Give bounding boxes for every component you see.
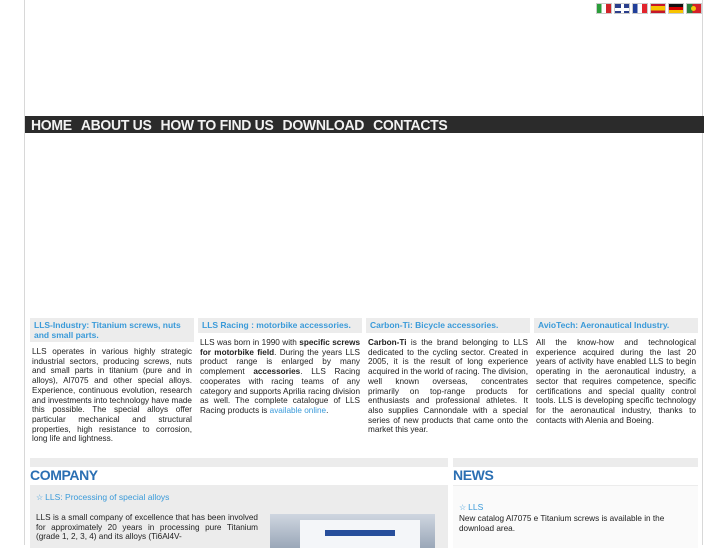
column-text: LLS operates in various highly strategic industrial sectors, producing screws, nuts and small parts in titanium (pure and in alloys), Al7075 and other special alloys. Experience, continuous evolution, research and investments into technology have made this possible. The special alloys offer particular mechanical and structural properties, high resistance to corrosion, long life and lightness. [32,347,192,444]
star-icon: ☆ [459,503,467,512]
nav-download[interactable]: DOWNLOAD [282,116,365,133]
column-title[interactable]: AvioTech: Aeronautical Industry. [534,318,698,333]
page-frame [24,0,703,545]
news-title: NEWS [453,467,698,485]
column-text [198,333,362,416]
nav-contacts[interactable]: CONTACTS [373,116,448,133]
text-fragment: . [326,405,329,415]
column-racing [198,318,362,444]
catalogue-link[interactable]: available online [269,405,327,415]
star-icon: ☆ [36,493,44,502]
news-section [453,458,698,548]
nav-home[interactable]: HOME [31,116,72,133]
news-link[interactable] [459,502,483,512]
column-carbon-ti [366,318,530,444]
language-selector [596,3,702,14]
news-text: New catalog Al7075 e Titanium screws is available in the download area. [459,514,665,533]
company-subtitle-text: LLS: Processing of special alloys [45,492,170,502]
flag-germany-icon[interactable] [668,3,684,14]
text-fragment: . LLS Racing cooperates with racing teams of any category and supports Aprilia racing division as well. The complete catalogue of LLS Racing products is [200,367,360,415]
company-title: COMPANY [30,467,448,485]
flag-portugal-icon[interactable] [686,3,702,14]
column-industry [30,318,194,444]
column-aviotech [534,318,698,444]
company-section [30,458,448,548]
text-bold: specific screws for motorbike field [200,338,360,357]
column-text: All the know-how and technological experience acquired during the last 20 years of activity have enabled LLS to begin operating in the aeronautical industry, a sector that requires competence, specific certifications and special quality control tools. LLS is developing specific technology for the aeronautical industry, thanks to contacts with Alenia and Boeing. [536,338,696,425]
flag-france-icon[interactable] [632,3,648,14]
text-bold: Carbon-Ti [368,338,407,347]
text-fragment: LLS was born in 1990 with [200,338,300,347]
nav-about-us[interactable]: ABOUT US [80,116,152,133]
news-link-text: LLS [468,502,484,512]
flag-uk-icon[interactable] [614,3,630,14]
column-title[interactable]: LLS-Industry: Titanium screws, nuts and small parts. [30,318,194,342]
text-fragment: is the brand belonging to LLS dedicated to the cycling sector. Created in 2005, it is the result of long experience acquired in the world of racing. The division, well known overseas, concentrates primarily on top-range products for enthusiasts and professional athletes. It also supplies Cannondale with a special series of new products that came onto the market this year. [368,338,528,435]
column-title[interactable]: LLS Racing : motorbike accessories. [198,318,362,333]
company-building-image [270,514,435,548]
column-title[interactable]: Carbon-Ti: Bicycle accessories. [366,318,530,333]
text-bold: accessories [253,367,301,377]
text-fragment: . During the years LLS product range is enlarged by many complement [200,347,360,377]
main-nav [25,116,704,133]
nav-how-to-find-us[interactable]: HOW TO FIND US [160,116,274,133]
flag-spain-icon[interactable] [650,3,666,14]
company-text: LLS is a small company of excellence that has been involved for approximately 20 years in processing pure Titanium (grade 1, 2, 3, 4) and its alloys (Ti6Al4V- [36,513,258,542]
flag-italy-icon[interactable] [596,3,612,14]
company-subtitle[interactable] [36,492,169,502]
division-columns [30,318,698,444]
column-text [366,333,530,435]
